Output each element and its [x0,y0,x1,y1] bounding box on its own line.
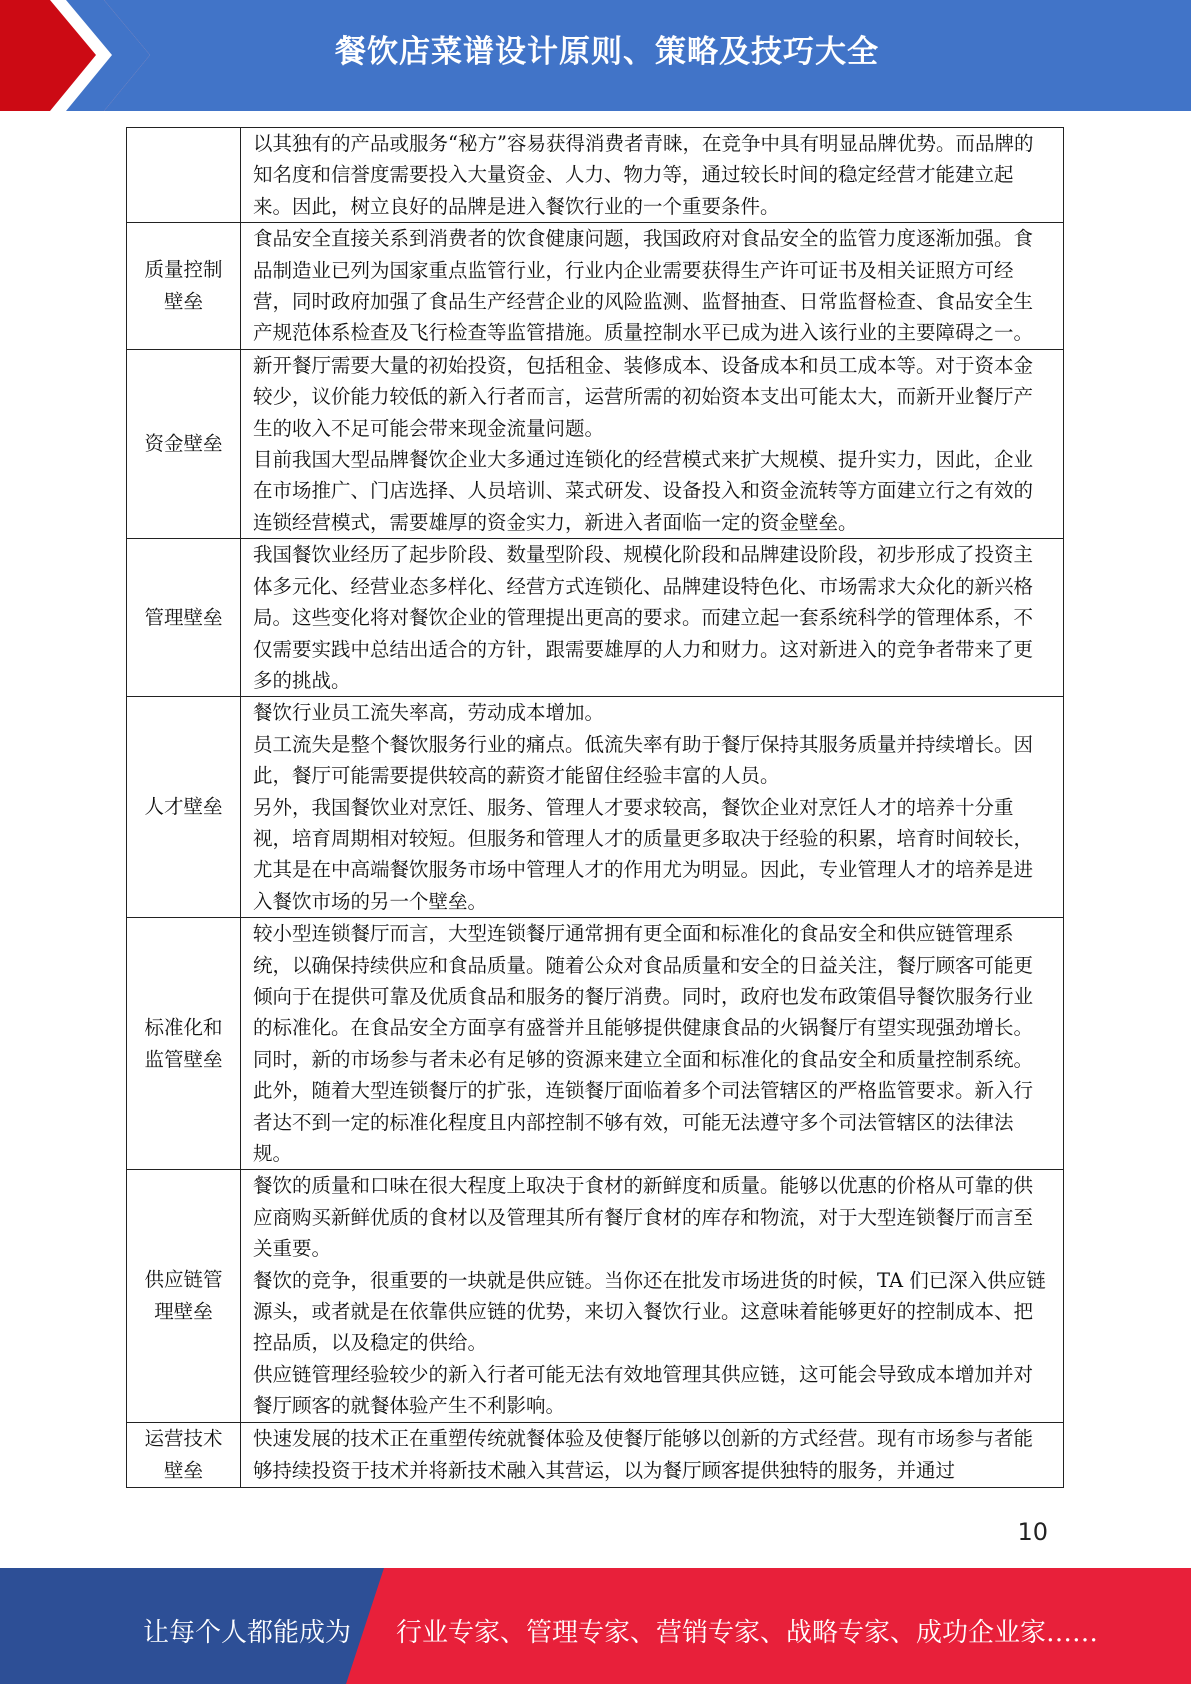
content-paragraph: 供应链管理经验较少的新入行者可能无法有效地管理其供应链，这可能会导致成本增加并对餐厅顾客的就餐体验产生不利影响。 [253,1362,1034,1418]
table-row [127,1170,1064,1422]
row-content [241,697,1064,918]
content-paragraph: 目前我国大型品牌餐饮企业大多通过连锁化的经营模式来扩大规模、提升实力，因此，企业在市场推广、门店选择、人员培训、菜式研发、设备投入和资金流转等方面建立行之有效的连锁经营模式，需要雄厚的资金实力，新进入者面临一定的资金壁垒。 [253,448,1034,534]
content-paragraph: 食品安全直接关系到消费者的饮食健康问题，我国政府对食品安全的监管力度逐渐加强。食品制造业已列为国家重点监管行业，行业内企业需要获得生产许可证书及相关证照方可经营，同时政府加强了食品生产经营企业的风险监测、监督抽查、日常监督检查、食品安全生产规范体系检查及飞行检查等监管措施。质量控制水平已成为进入该行业的主要障碍之一。 [253,227,1034,345]
table-row [127,223,1064,350]
row-content [241,128,1064,223]
document-title: 餐饮店菜谱设计原则、策略及技巧大全 [335,34,879,70]
content-paragraph: 员工流失是整个餐饮服务行业的痛点。低流失率有助于餐厅保持其服务质量并持续增长。因此，餐厅可能需要提供较高的薪资才能留住经验丰富的人员。 [253,732,1034,788]
content-paragraph: 新开餐厅需要大量的初始投资，包括租金、装修成本、设备成本和员工成本等。对于资本金较少，议价能力较低的新入行者而言，运营所需的初始资本支出可能太大，而新开业餐厅产生的收入不足可能会带来现金流量问题。 [253,353,1034,440]
content-paragraph: 以其独有的产品或服务“秘方”容易获得消费者青睐，在竞争中具有明显品牌优势。而品牌的知名度和信誉度需要投入大量资金、人力、物力等，通过较长时间的稳定经营才能建立起来。因此，树立良好的品牌是进入餐饮行业的一个重要条件。 [253,132,1034,218]
table-row [127,697,1064,918]
content-paragraph: 餐饮行业员工流失率高，劳动成本增加。 [253,701,605,725]
content-paragraph: 餐饮的质量和口味在很大程度上取决于食材的新鲜度和质量。能够以优惠的价格从可靠的供应商购买新鲜优质的食材以及管理其所有餐厅食材的库存和物流，对于大型连锁餐厅而言至关重要。 [253,1174,1034,1261]
table-row [127,539,1064,697]
table-row [127,918,1064,1170]
content-paragraph: 餐饮的竞争，很重要的一块就是供应链。当你还在批发市场进货的时候，TA 们已深入供应链源头，或者就是在依靠供应链的优势，来切入餐饮行业。这意味着能够更好的控制成本、把控品质，以及稳定的供给。 [253,1268,1046,1355]
row-content [241,1422,1064,1487]
page-header [0,0,1191,111]
page-number: 10 [1017,1518,1048,1546]
row-category [127,128,241,223]
row-category: 质量控制壁垒 [127,223,241,350]
content-paragraph: 另外，我国餐饮业对烹饪、服务、管理人才要求较高，餐饮企业对烹饪人才的培养十分重视，培育周期相对较短。但服务和管理人才的质量更多取决于经验的积累，培育时间较长，尤其是在中高端餐饮服务市场中管理人才的作用尤为明显。因此，专业管理人才的培养是进入餐饮市场的另一个壁垒。 [253,795,1034,913]
row-content [241,1170,1064,1422]
row-content [241,223,1064,350]
content-paragraph: 快速发展的技术正在重塑传统就餐体验及使餐厅能够以创新的方式经营。现有市场参与者能够持续投资于技术并将新技术融入其营运，以为餐厅顾客提供独特的服务，并通过 [253,1427,1034,1482]
row-category: 人才壁垒 [127,697,241,918]
row-category: 标准化和监管壁垒 [127,918,241,1170]
row-content [241,539,1064,697]
page-footer [0,1568,1191,1684]
row-category: 管理壁垒 [127,539,241,697]
content-paragraph: 较小型连锁餐厅而言，大型连锁餐厅通常拥有更全面和标准化的食品安全和供应链管理系统，以确保持续供应和食品质量。随着公众对食品质量和安全的日益关注，餐厅顾客可能更倾向于在提供可靠及优质食品和服务的餐厅消费。同时，政府也发布政策倡导餐饮服务行业的标准化。在食品安全方面享有盛誉并且能够提供健康食品的火锅餐厅有望实现强劲增长。同时，新的市场参与者未必有足够的资源来建立全面和标准化的食品安全和质量控制系统。此外，随着大型连锁餐厅的扩张，连锁餐厅面临着多个司法管辖区的严格监管要求。新入行者达不到一定的标准化程度且内部控制不够有效，可能无法遵守多个司法管辖区的法律法规。 [253,922,1034,1165]
row-content [241,918,1064,1170]
table-row [127,349,1064,538]
footer-slogan-left: 让每个人都能成为 [143,1618,352,1648]
table-row [127,128,1064,223]
row-category: 供应链管理壁垒 [127,1170,241,1422]
content-table-wrapper [126,127,1064,1488]
row-category: 运营技术壁垒 [127,1422,241,1487]
row-category: 资金壁垒 [127,349,241,538]
footer-slogan-right: 行业专家、管理专家、营销专家、战略专家、成功企业家…… [396,1618,1099,1648]
content-paragraph: 我国餐饮业经历了起步阶段、数量型阶段、规模化阶段和品牌建设阶段，初步形成了投资主体多元化、经营业态多样化、经营方式连锁化、品牌建设特色化、市场需求大众化的新兴格局。这些变化将对餐饮企业的管理提出更高的要求。而建立起一套系统科学的管理体系，不仅需要实践中总结出适合的方针，跟需要雄厚的人力和财力。这对新进入的竞争者带来了更多的挑战。 [253,543,1034,692]
table-row [127,1422,1064,1487]
barrier-table [126,127,1064,1488]
row-content [241,349,1064,538]
